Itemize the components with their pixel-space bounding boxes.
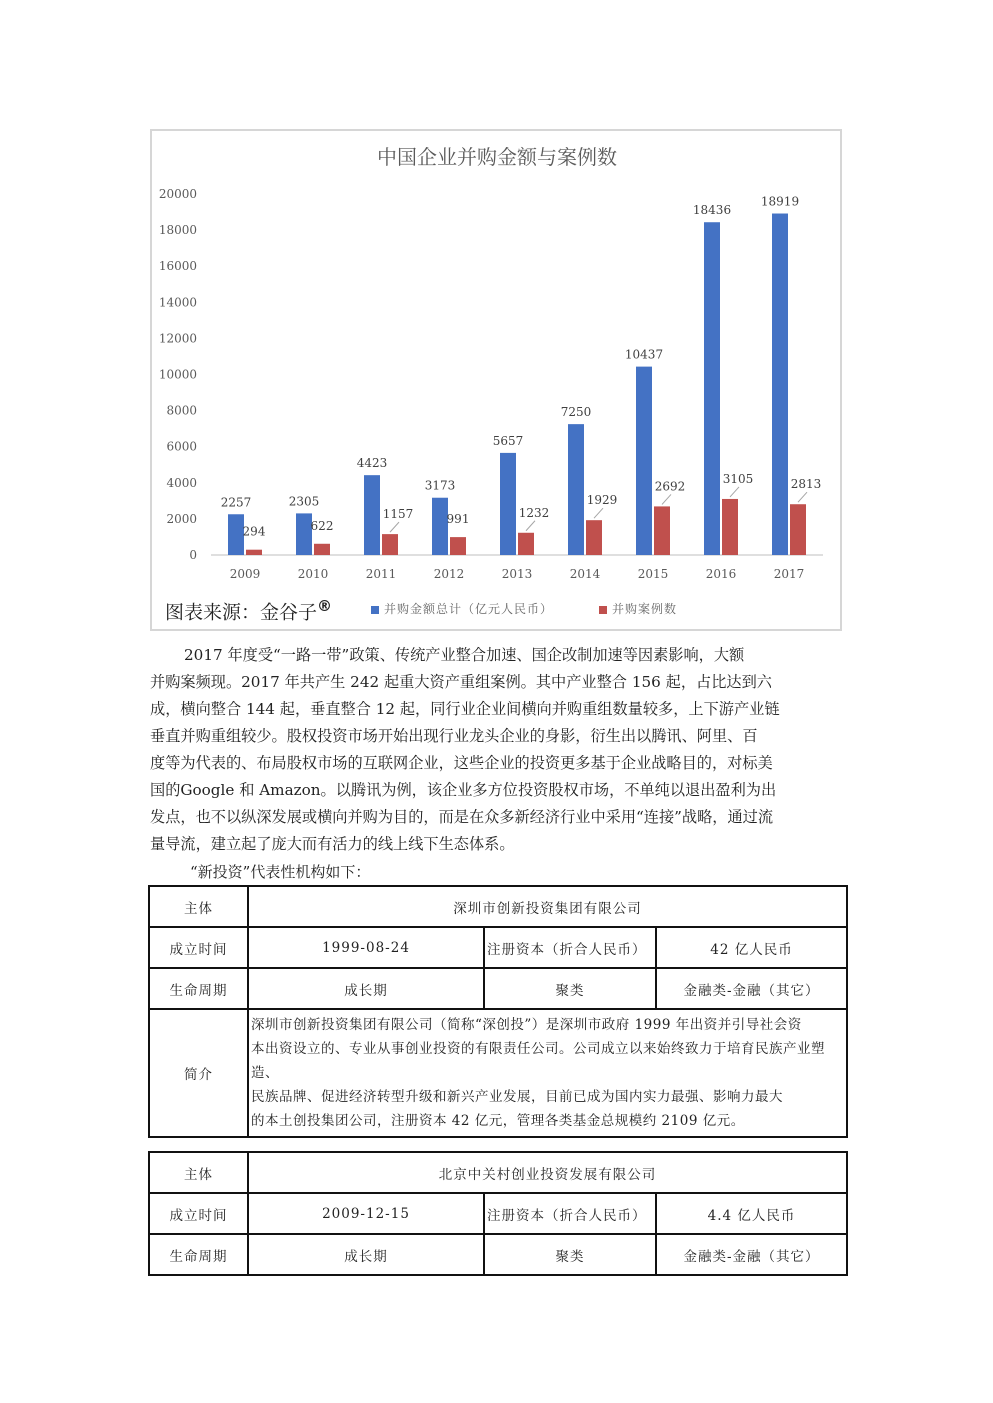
legend-swatch-cases: [599, 606, 607, 614]
data-label-cases: 622: [310, 518, 334, 533]
table-row: [149, 886, 847, 927]
paragraph-line: 发点，也不以纵深发展或横向并购为目的，而是在众多新经济行业中采用“连接”战略，通过流: [150, 808, 774, 826]
chart-title: 中国企业并购金额与案例数: [377, 145, 617, 169]
cell-lifecycle: 成长期: [248, 1234, 484, 1275]
data-label-leader: [662, 494, 671, 504]
legend-item-amount: [371, 600, 553, 617]
bar-chart: [152, 131, 842, 631]
bar-amount: [432, 498, 448, 555]
cell-label: 生命周期: [149, 968, 248, 1009]
data-label-amount: 2305: [288, 494, 320, 509]
chart-container: [150, 129, 842, 631]
data-label-leader: [798, 492, 807, 502]
data-label-cases: 1232: [518, 505, 550, 520]
x-tick-label: 2015: [637, 567, 669, 581]
bar-cases: [450, 537, 466, 555]
bar-cases: [790, 504, 806, 555]
table-row: [149, 1234, 847, 1275]
data-label-cases: 3105: [722, 471, 754, 486]
cell-label: 聚类: [484, 1234, 656, 1275]
y-tick-label: 14000: [158, 295, 197, 310]
cell-intro: [248, 1009, 847, 1137]
cell-capital: 4.4 亿人民币: [656, 1193, 847, 1234]
bar-cases: [654, 506, 670, 555]
data-label-amount: 4423: [356, 456, 388, 471]
cell-label: 成立时间: [149, 1193, 248, 1234]
cell-label: 主体: [149, 1152, 248, 1193]
cell-label: 简介: [149, 1009, 248, 1137]
intro-line: 深圳市创新投资集团有限公司（简称“深创投”）是深圳市政府 1999 年出资并引导社会资: [251, 1017, 802, 1033]
data-label-amount: 18919: [760, 194, 800, 209]
data-label-leader: [730, 487, 739, 497]
y-tick-label: 8000: [166, 403, 197, 418]
org-table-2: [148, 1151, 848, 1276]
bar-amount: [364, 475, 380, 555]
bar-cases: [518, 533, 534, 555]
y-tick-label: 4000: [166, 475, 197, 490]
cell-capital: 42 亿人民币: [656, 927, 847, 968]
legend-swatch-amount: [371, 606, 379, 614]
data-label-amount: 18436: [692, 203, 732, 218]
legend-label-amount: 并购金额总计（亿元人民币）: [384, 602, 554, 616]
data-label-cases: 1929: [586, 493, 618, 508]
intro-line: 的本土创投集团公司，注册资本 42 亿元，管理各类基金总规模约 2109 亿元。: [251, 1113, 745, 1129]
data-label-amount: 5657: [492, 433, 524, 448]
table-row: [149, 1193, 847, 1234]
body-paragraph: [150, 642, 850, 858]
cell-founded: 2009-12-15: [248, 1193, 484, 1234]
cell-label: 主体: [149, 886, 248, 927]
x-tick-label: 2014: [569, 567, 601, 581]
intro-line: 民族品牌、促进经济转型升级和新兴产业发展，目前已成为国内实力最强、影响力最大: [251, 1089, 783, 1105]
x-tick-label: 2016: [705, 567, 737, 581]
x-tick-label: 2017: [773, 567, 805, 581]
bar-cases: [586, 520, 602, 555]
data-label-cases: 1157: [382, 507, 414, 522]
y-tick-label: 18000: [158, 223, 197, 238]
cell-label: 成立时间: [149, 927, 248, 968]
y-tick-label: 10000: [158, 367, 197, 382]
intro-line: 本出资设立的、专业从事创业投资的有限责任公司。公司成立以来始终致力于培育民族产业塑造、: [251, 1041, 825, 1081]
paragraph-line: 国的Google 和 Amazon。以腾讯为例，该企业多方位投资股权市场，不单纯以退出盈利为出: [150, 781, 777, 799]
x-tick-label: 2009: [229, 567, 261, 581]
data-label-cases: 2813: [790, 477, 822, 492]
y-tick-label: 6000: [166, 439, 197, 454]
data-label-amount: 10437: [624, 347, 664, 362]
table-row: [149, 927, 847, 968]
paragraph-line: 2017 年度受“一路一带”政策、传统产业整合加速、国企改制加速等因素影响，大额: [184, 646, 745, 664]
cell-category: 金融类-金融（其它）: [656, 968, 847, 1009]
legend-label-cases: 并购案例数: [612, 602, 678, 616]
cell-label: 注册资本（折合人民币）: [484, 927, 656, 968]
bar-amount: [500, 453, 516, 555]
data-label-cases: 294: [242, 524, 266, 539]
data-label-leader: [594, 508, 603, 518]
cell-lifecycle: 成长期: [248, 968, 484, 1009]
paragraph-line: 度等为代表的、布局股权市场的互联网企业，这些企业的投资更多基于企业战略目的，对标美: [150, 754, 773, 772]
lead-text: “新投资”代表性机构如下：: [190, 863, 371, 881]
data-label-cases: 2692: [654, 479, 686, 494]
y-tick-label: 12000: [158, 331, 197, 346]
bar-cases: [722, 499, 738, 555]
data-label-leader: [526, 521, 535, 531]
bar-amount: [636, 367, 652, 555]
y-tick-label: 20000: [158, 187, 197, 201]
y-tick-label: 2000: [166, 511, 197, 526]
org-table-1: [148, 885, 848, 1138]
cell-label: 生命周期: [149, 1234, 248, 1275]
cell-category: 金融类-金融（其它）: [656, 1234, 847, 1275]
table-row: [149, 1009, 847, 1137]
registered-mark: ®: [317, 597, 333, 615]
cell-subject: 北京中关村创业投资发展有限公司: [248, 1152, 847, 1193]
x-tick-label: 2012: [433, 567, 465, 581]
data-label-amount: 2257: [220, 495, 252, 510]
cell-founded: 1999-08-24: [248, 927, 484, 968]
legend-item-cases: [599, 600, 677, 617]
table-row: [149, 1152, 847, 1193]
data-label-amount: 3173: [424, 478, 456, 493]
cell-label: 注册资本（折合人民币）: [484, 1193, 656, 1234]
x-tick-label: 2011: [365, 567, 397, 581]
data-label-amount: 7250: [560, 405, 592, 420]
chart-source: [165, 597, 332, 624]
data-label-cases: 991: [446, 512, 470, 527]
paragraph-line: 成，横向整合 144 起，垂直整合 12 起，同行业企业间横向并购重组数量较多，上下游产业链: [150, 700, 780, 718]
paragraph-line: 垂直并购重组较少。股权投资市场开始出现行业龙头企业的身影，衍生出以腾讯、阿里、百: [150, 727, 758, 745]
cell-subject: 深圳市创新投资集团有限公司: [248, 886, 847, 927]
cell-label: 聚类: [484, 968, 656, 1009]
y-tick-label: 16000: [158, 259, 197, 274]
table-row: [149, 968, 847, 1009]
bar-cases: [246, 550, 262, 555]
bar-amount: [772, 214, 788, 555]
x-tick-label: 2010: [297, 567, 329, 581]
bar-amount: [568, 424, 584, 555]
y-tick-label: 0: [189, 548, 197, 562]
paragraph-line: 量导流，建立起了庞大而有活力的线上线下生态体系。: [150, 835, 515, 853]
bar-cases: [314, 544, 330, 555]
data-label-leader: [390, 522, 399, 532]
paragraph-line: 并购案频现。2017 年共产生 242 起重大资产重组案例。其中产业整合 156 起，占比达到六: [150, 673, 772, 691]
chart-source-label: 图表来源：金谷子: [165, 601, 318, 624]
x-tick-label: 2013: [501, 567, 533, 581]
bar-amount: [704, 222, 720, 555]
bar-cases: [382, 534, 398, 555]
